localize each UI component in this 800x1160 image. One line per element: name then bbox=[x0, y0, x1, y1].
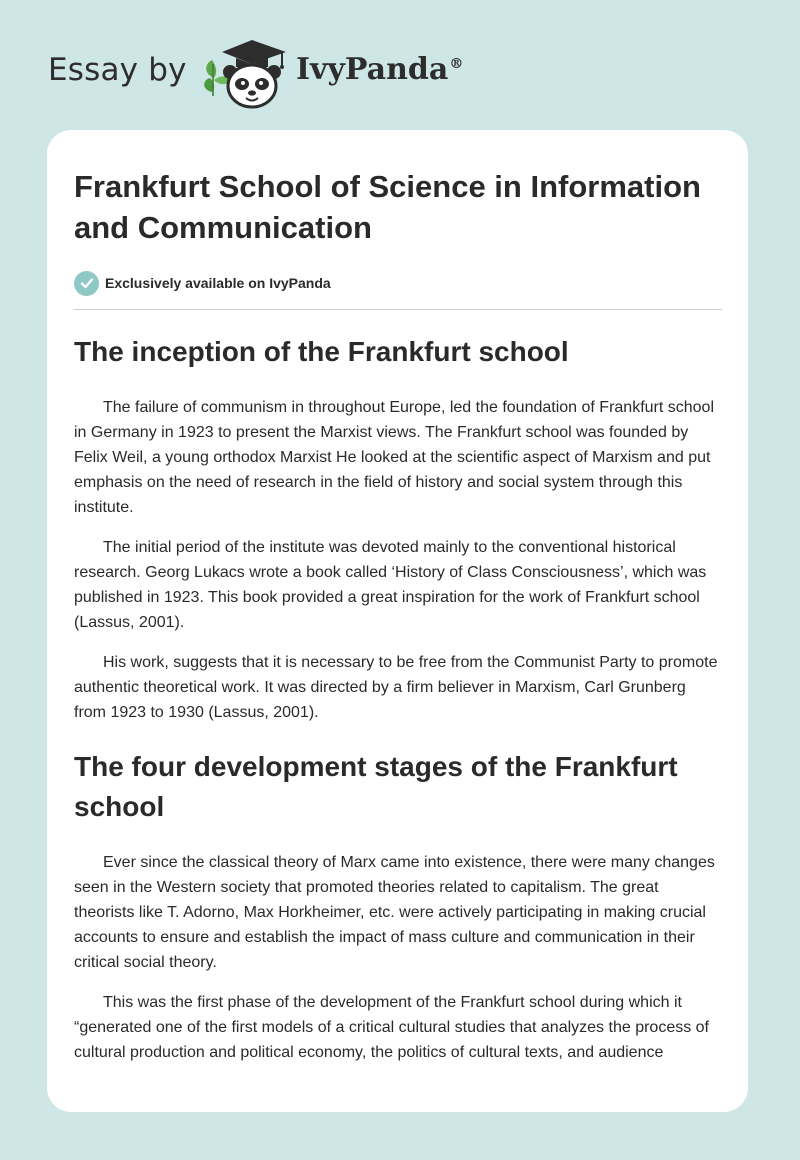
site-header bbox=[0, 0, 800, 128]
paragraph: The failure of communism in throughout Europe, led the foundation of Frankfurt school in Germany in 1923 to present the Marxist views. The Frankfurt school was founded by Felix Weil, a young orthodox Marxist He looked at the scientific aspect of Marxism and put emphasis on the need of research in the field of history and social system through this institute. bbox=[74, 399, 715, 516]
exclusive-notice bbox=[74, 269, 722, 297]
panda-logo-icon[interactable] bbox=[202, 34, 292, 110]
brand-prefix: Essay by bbox=[48, 52, 187, 88]
essay-content bbox=[74, 130, 722, 1065]
section-heading-inception: The inception of the Frankfurt school bbox=[74, 336, 569, 367]
check-icon bbox=[74, 271, 99, 296]
page-title: Frankfurt School of Science in Information and Communication bbox=[74, 169, 701, 245]
divider bbox=[74, 309, 722, 310]
paragraph: His work, suggests that it is necessary to be free from the Communist Party to promote authentic theoretical work. It was directed by a firm believer in Marxism, Carl Grunberg from 1923 to 1930 (Lassus, 2001). bbox=[74, 654, 718, 721]
registered-mark: ® bbox=[449, 56, 464, 72]
paragraph: Ever since the classical theory of Marx came into existence, there were many changes seen in the Western society that promoted theories related to capitalism. The great theorists like T. Adorno, Max Horkheimer, etc. were actively participating in making crucial accounts to ensure and establish the impact of mass culture and communication in their critical social theory. bbox=[74, 854, 715, 971]
paragraph: The initial period of the institute was devoted mainly to the conventional historical research. Georg Lukacs wrote a book called ‘History of Class Consciousness’, which was published in 1923. This book provided a great inspiration for the work of Frankfurt school (Lassus, 2001). bbox=[74, 539, 707, 631]
leaf-icon bbox=[204, 60, 230, 96]
essay-card bbox=[47, 130, 748, 1112]
paragraph: This was the first phase of the development of the Frankfurt school during which it “generated one of the first models of a critical cultural studies that analyzes the process of cultural production and political economy, the politics of cultural texts, and audience bbox=[74, 994, 709, 1061]
brand-name[interactable] bbox=[296, 52, 463, 87]
brand-name-text: IvyPanda bbox=[296, 52, 449, 87]
exclusive-label: Exclusively available on IvyPanda bbox=[105, 275, 331, 291]
section-heading-development-stages: The four development stages of the Frankfurt school bbox=[74, 751, 678, 822]
